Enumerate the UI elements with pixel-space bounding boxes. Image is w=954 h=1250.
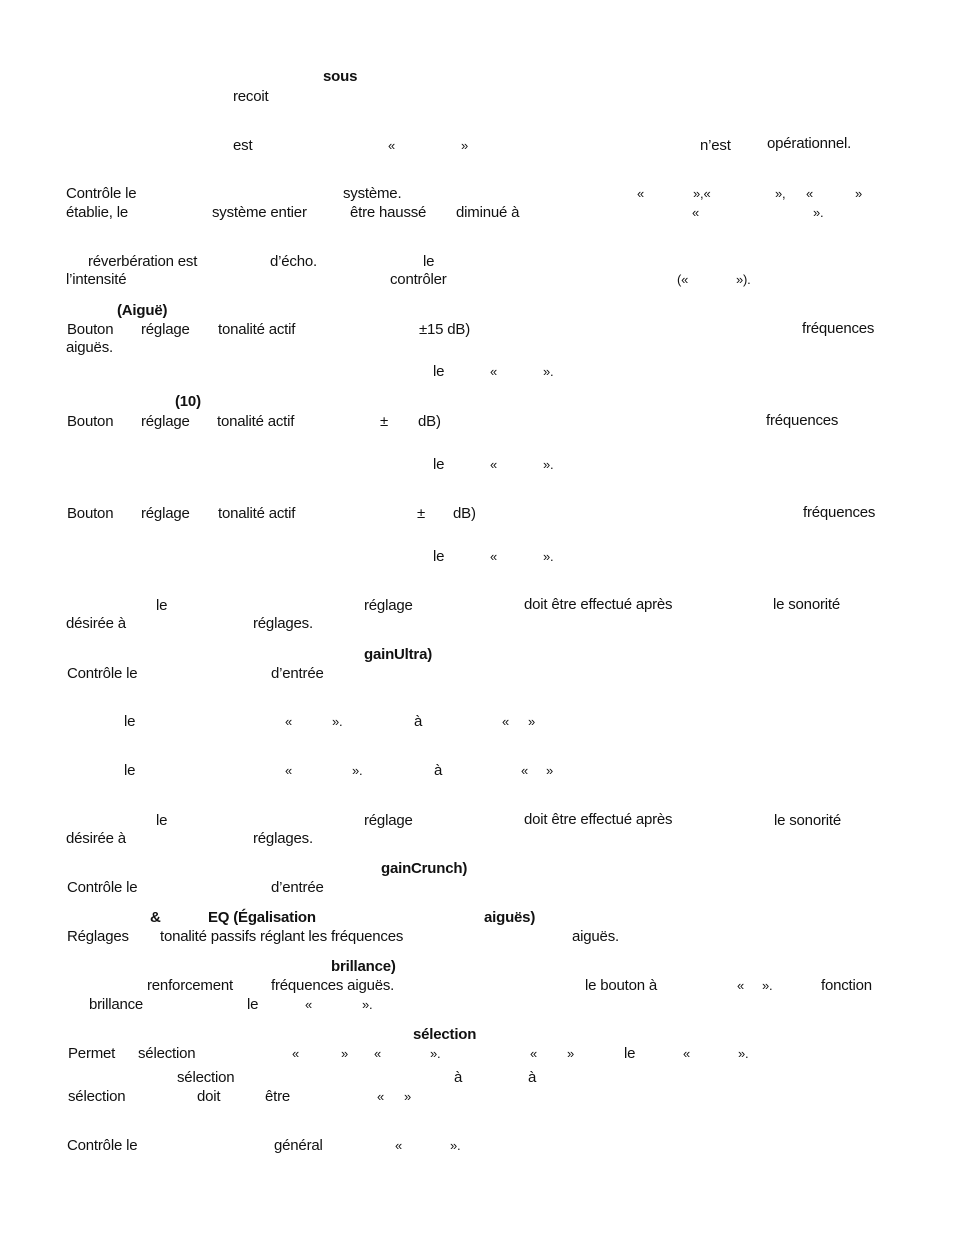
text-fragment: fonction <box>821 977 872 994</box>
heading-fragment: (10) <box>175 393 201 410</box>
text-fragment: renforcement <box>147 977 233 994</box>
text-fragment: ». <box>762 978 773 993</box>
text-fragment: Bouton <box>67 321 114 338</box>
text-fragment: à <box>414 713 423 730</box>
text-fragment: » <box>528 714 536 729</box>
text-fragment: aiguës. <box>572 928 619 945</box>
text-fragment: réglages. <box>253 830 313 847</box>
text-fragment: ». <box>332 714 343 729</box>
text-fragment: ». <box>738 1046 749 1061</box>
text-fragment: « <box>521 763 529 778</box>
text-fragment: dB) <box>453 505 476 522</box>
text-fragment: ± <box>380 413 389 430</box>
text-fragment: l’intensité <box>66 271 127 288</box>
text-fragment: général <box>274 1137 323 1154</box>
text-fragment: Contrôle le <box>67 879 138 896</box>
text-fragment: tonalité actif <box>218 505 296 522</box>
text-fragment: réverbération est <box>88 253 198 270</box>
text-fragment: brillance <box>89 996 144 1013</box>
text-fragment: ». <box>543 549 554 564</box>
text-fragment: ». <box>543 364 554 379</box>
text-fragment: sélection <box>138 1045 196 1062</box>
text-fragment: Contrôle le <box>67 665 138 682</box>
text-fragment: le <box>156 812 168 829</box>
heading-fragment: aiguës) <box>484 909 536 926</box>
text-fragment: « <box>490 549 498 564</box>
text-fragment: Bouton <box>67 505 114 522</box>
text-fragment: n’est <box>700 137 731 154</box>
text-fragment: le <box>624 1045 636 1062</box>
text-fragment: « <box>305 997 313 1012</box>
heading-fragment: brillance) <box>331 958 396 975</box>
text-fragment: « <box>374 1046 382 1061</box>
text-fragment: à <box>528 1069 537 1086</box>
text-fragment: désirée à <box>66 830 126 847</box>
text-fragment: (« <box>677 272 689 287</box>
text-fragment: réglage <box>141 321 190 338</box>
text-fragment: Bouton <box>67 413 114 430</box>
text-fragment: Contrôle le <box>66 185 137 202</box>
text-fragment: ». <box>543 457 554 472</box>
text-fragment: réglage <box>364 597 413 614</box>
text-fragment: »). <box>736 272 751 287</box>
text-fragment: réglage <box>141 413 190 430</box>
text-fragment: système. <box>343 185 402 202</box>
text-fragment: » <box>567 1046 575 1061</box>
text-fragment: ». <box>430 1046 441 1061</box>
text-fragment: « <box>692 205 700 220</box>
text-fragment: est <box>233 137 253 154</box>
text-fragment: dB) <box>418 413 441 430</box>
text-fragment: », <box>775 186 786 201</box>
text-fragment: sélection <box>68 1088 126 1105</box>
text-fragment: « <box>502 714 510 729</box>
text-fragment: ± <box>417 505 426 522</box>
text-fragment: Permet <box>68 1045 116 1062</box>
text-fragment: « <box>490 457 498 472</box>
text-fragment: « <box>395 1138 403 1153</box>
text-fragment: « <box>806 186 814 201</box>
heading-fragment: (Aiguë) <box>117 302 168 319</box>
heading-fragment: gainCrunch) <box>381 860 468 877</box>
text-fragment: être haussé <box>350 204 427 221</box>
text-fragment: d’entrée <box>271 879 324 896</box>
text-fragment: le <box>433 363 445 380</box>
text-fragment: opérationnel. <box>767 135 852 152</box>
text-fragment: tonalité passifs réglant les fréquences <box>160 928 404 945</box>
text-fragment: réglage <box>364 812 413 829</box>
heading-fragment: sous <box>323 68 358 85</box>
text-fragment: être <box>265 1088 291 1105</box>
text-fragment: recoit <box>233 88 269 105</box>
text-fragment: » <box>855 186 863 201</box>
heading-fragment: gainUltra) <box>364 646 433 663</box>
text-fragment: » <box>461 138 469 153</box>
text-fragment: ». <box>362 997 373 1012</box>
text-fragment: doit être effectué après <box>524 596 673 613</box>
text-fragment: « <box>683 1046 691 1061</box>
text-fragment: » <box>546 763 554 778</box>
text-fragment: ». <box>813 205 824 220</box>
text-fragment: fréquences <box>802 320 875 337</box>
text-fragment: sélection <box>177 1069 235 1086</box>
heading-fragment: EQ (Égalisation <box>208 909 316 926</box>
text-fragment: le sonorité <box>773 596 841 613</box>
text-fragment: doit <box>197 1088 221 1105</box>
text-fragment: ±15 dB) <box>419 321 471 338</box>
text-fragment: fréquences aiguës. <box>271 977 395 994</box>
text-fragment: le <box>247 996 259 1013</box>
text-fragment: le <box>156 597 168 614</box>
text-fragment: « <box>292 1046 300 1061</box>
text-fragment: fréquences <box>766 412 839 429</box>
text-fragment: Réglages <box>67 928 129 945</box>
text-fragment: ». <box>450 1138 461 1153</box>
text-fragment: fréquences <box>803 504 876 521</box>
text-fragment: système entier <box>212 204 307 221</box>
text-fragment: « <box>490 364 498 379</box>
text-fragment: « <box>737 978 745 993</box>
text-fragment: désirée à <box>66 615 126 632</box>
text-fragment: à <box>434 762 443 779</box>
text-fragment: d’entrée <box>271 665 324 682</box>
text-fragment: « <box>377 1089 385 1104</box>
text-fragment: établie, le <box>66 204 129 221</box>
text-fragment: le <box>433 548 445 565</box>
text-fragment: « <box>530 1046 538 1061</box>
text-fragment: » <box>404 1089 412 1104</box>
text-fragment: tonalité actif <box>218 321 296 338</box>
text-fragment: aiguës. <box>66 339 113 356</box>
text-fragment: contrôler <box>390 271 447 288</box>
text-fragment: le <box>124 713 136 730</box>
text-fragment: réglages. <box>253 615 313 632</box>
text-fragment: doit être effectué après <box>524 811 673 828</box>
text-fragment: tonalité actif <box>217 413 295 430</box>
text-fragment: »,« <box>693 186 711 201</box>
text-fragment: le sonorité <box>774 812 842 829</box>
text-fragment: le bouton à <box>585 977 658 994</box>
text-fragment: ». <box>352 763 363 778</box>
text-fragment: Contrôle le <box>67 1137 138 1154</box>
text-fragment: « <box>285 714 293 729</box>
text-fragment: « <box>637 186 645 201</box>
heading-fragment: & <box>150 909 161 926</box>
text-fragment: diminué à <box>456 204 520 221</box>
text-fragment: à <box>454 1069 463 1086</box>
text-fragment: » <box>341 1046 349 1061</box>
text-fragment: réglage <box>141 505 190 522</box>
text-fragment: le <box>433 456 445 473</box>
text-fragment: « <box>388 138 396 153</box>
text-fragment: le <box>423 253 435 270</box>
text-fragment: « <box>285 763 293 778</box>
text-fragment: d’écho. <box>270 253 317 270</box>
text-fragment: le <box>124 762 136 779</box>
heading-fragment: sélection <box>413 1026 477 1043</box>
